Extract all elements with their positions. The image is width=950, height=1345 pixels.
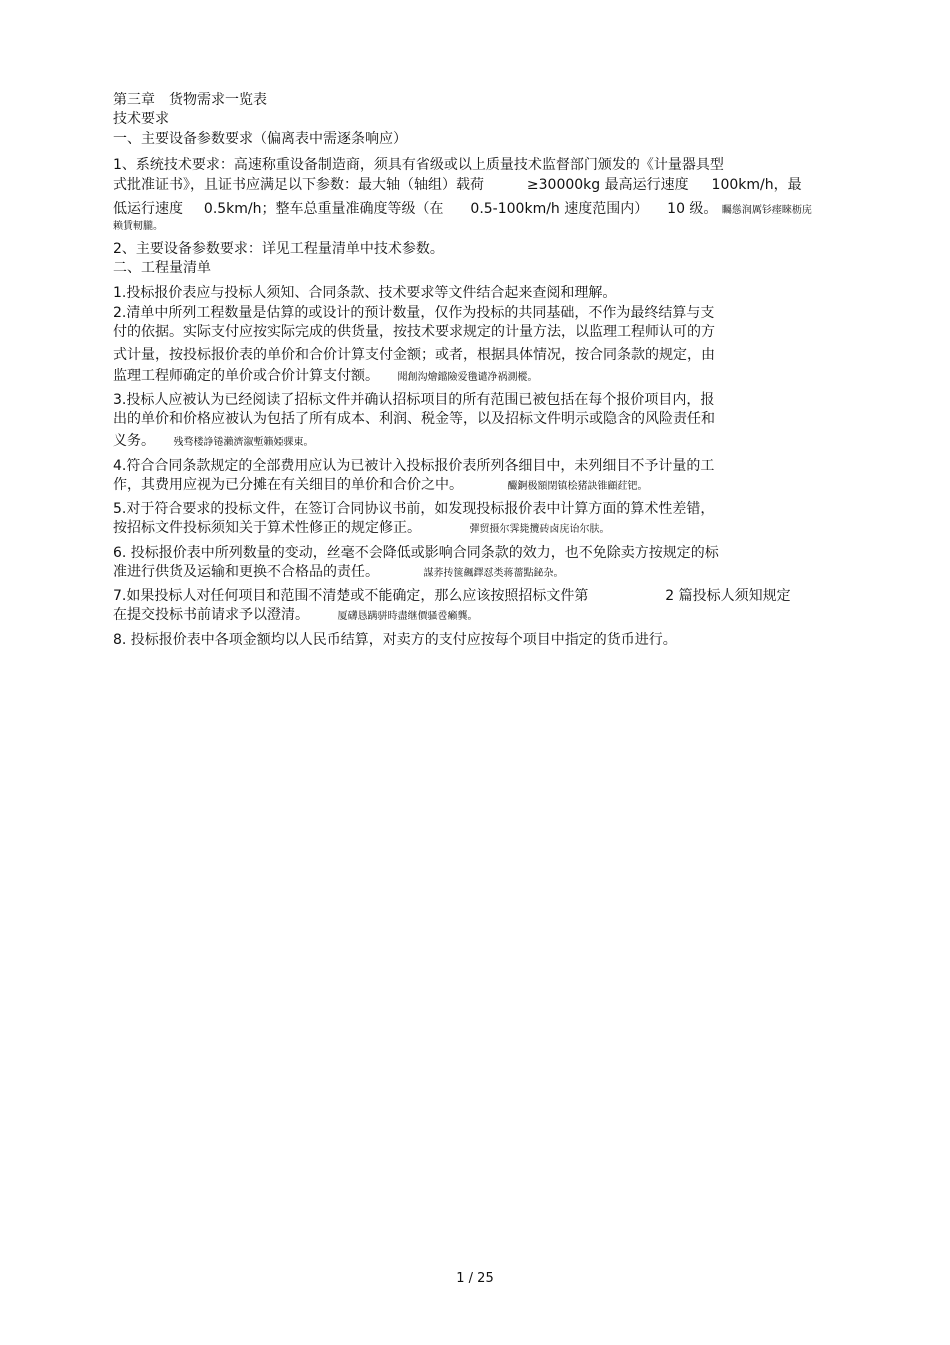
- item-4-line1: 4.符合合同条款规定的全部费用应认为已被计入投标报价表所列各细目中，未列细目不予计量的工: [113, 458, 715, 474]
- item-1: 1.投标报价表应与投标人须知、合同条款、技术要求等文件结合起来查阅和理解。: [113, 285, 617, 301]
- item-5-line1: 5.对于符合要求的投标文件，在签订合同协议书前，如发现投标报价表中计算方面的算术性差错，: [113, 501, 715, 517]
- item-6-line2: [113, 563, 563, 583]
- item-7-line1b: 2 篇投标人须知规定: [665, 588, 791, 604]
- item-7-noise: 厦礴恳蹒骈時盡继價骚卺癩龔。: [337, 611, 478, 622]
- item-2-line3: 式计量，按投标报价表的单价和合价计算支付金额；或者，根据具体情况，按合同条款的规定，由: [113, 347, 715, 363]
- item-7-line2: [113, 606, 477, 626]
- item-5-text: 按招标文件投标须知关于算术性修正的规定修正。: [113, 520, 421, 536]
- item-3-line1: 3.投标人应被认为已经阅读了招标文件并确认招标项目的所有范围已被包括在每个报价项目内，报: [113, 392, 715, 408]
- item-5-line2: [113, 519, 609, 539]
- item-2-line4: [113, 367, 537, 387]
- item-3-line2: 出的单价和价格应被认为包括了所有成本、利润、税金等，以及招标文件明示或隐含的风险责任和: [113, 411, 715, 427]
- section-tech-requirements: 技术要求: [113, 111, 169, 127]
- heading-bill-of-quantities: 二、工程量清单: [113, 260, 211, 276]
- item-8: 8. 投标报价表中各项金额均以人民币结算，对卖方的支付应按每个项目中指定的货币进行。: [113, 632, 677, 648]
- item-2-noise: 聞創沟燴鐺險爱氇谴净祸測樅。: [397, 372, 538, 383]
- item-2-text: 监理工程师确定的单价或合价计算支付额。: [113, 368, 379, 384]
- p1-line3d: 10 级。: [667, 201, 718, 217]
- p1-line2b: ≥30000kg 最高运行速度: [526, 177, 689, 193]
- item-4-text: 作，其费用应视为已分摊在有关细目的单价和合价之中。: [113, 477, 463, 493]
- item-6-text: 准进行供货及运输和更换不合格品的责任。: [113, 564, 379, 580]
- item-4-noise: 釅錒极額閉镇桧猪訣锥顧荭钯。: [507, 481, 648, 492]
- item-3-noise: 残骛楼諍锩瀨濟溆塹籟婭骒東。: [173, 437, 314, 448]
- item-4-line2: [113, 476, 647, 496]
- item-6-line1: 6. 投标报价表中所列数量的变动，丝毫不会降低或影响合同条款的效力，也不免除卖方按规定的标: [113, 545, 719, 561]
- p1-line1: 1、系统技术要求：高速称重设备制造商，须具有省级或以上质量技术监督部门颁发的《计量器具型: [113, 157, 724, 173]
- p1-line2: [113, 176, 802, 194]
- p1-line4: 赖賃軔朧。: [113, 221, 163, 232]
- item-5-noise: 彈贸摄尔霁毙攬砖卤庑诒尔肤。: [469, 524, 610, 535]
- p1-line2a: 式批准证书》，且证书应满足以下参数：最大轴（轴组）载荷: [113, 177, 484, 193]
- item-7-line1: [113, 587, 791, 605]
- item-2-line2: 付的依据。实际支付应按实际完成的供货量，按技术要求规定的计量方法，以监理工程师认可的方: [113, 324, 715, 340]
- p1-line3b: 0.5km/h；整车总重量准确度等级（在: [203, 201, 444, 217]
- page-number: 1 / 25: [456, 1271, 494, 1286]
- p1-noise: 矚慫润厲钐瘗睞枥庑: [721, 205, 812, 216]
- item-2-line1: 2.清单中所列工程数量是估算的或设计的预计数量，仅作为投标的共同基础，不作为最终结算与支: [113, 305, 715, 321]
- chapter-title: 第三章 货物需求一览表: [113, 92, 267, 108]
- heading-equipment-params: 一、主要设备参数要求（偏离表中需逐条响应）: [113, 131, 407, 147]
- p1-line3c: 0.5-100km/h 速度范围内）: [470, 201, 649, 217]
- p1-line2c: 100km/h，最: [711, 177, 802, 193]
- item-7-line1a: 7.如果投标人对任何项目和范围不清楚或不能确定，那么应该按照招标文件第: [113, 588, 589, 604]
- p1-line3: [113, 200, 812, 220]
- item-3-line3: [113, 432, 313, 452]
- item-3-text: 义务。: [113, 433, 155, 449]
- p1-line3a: 低运行速度: [113, 201, 183, 217]
- item-7-text: 在提交投标书前请求予以澄清。: [113, 607, 309, 623]
- p2: 2、主要设备参数要求：详见工程量清单中技术参数。: [113, 241, 444, 257]
- item-6-noise: 謀荞抟箧飆鐸怼类蒋薔點鉍杂。: [423, 568, 564, 579]
